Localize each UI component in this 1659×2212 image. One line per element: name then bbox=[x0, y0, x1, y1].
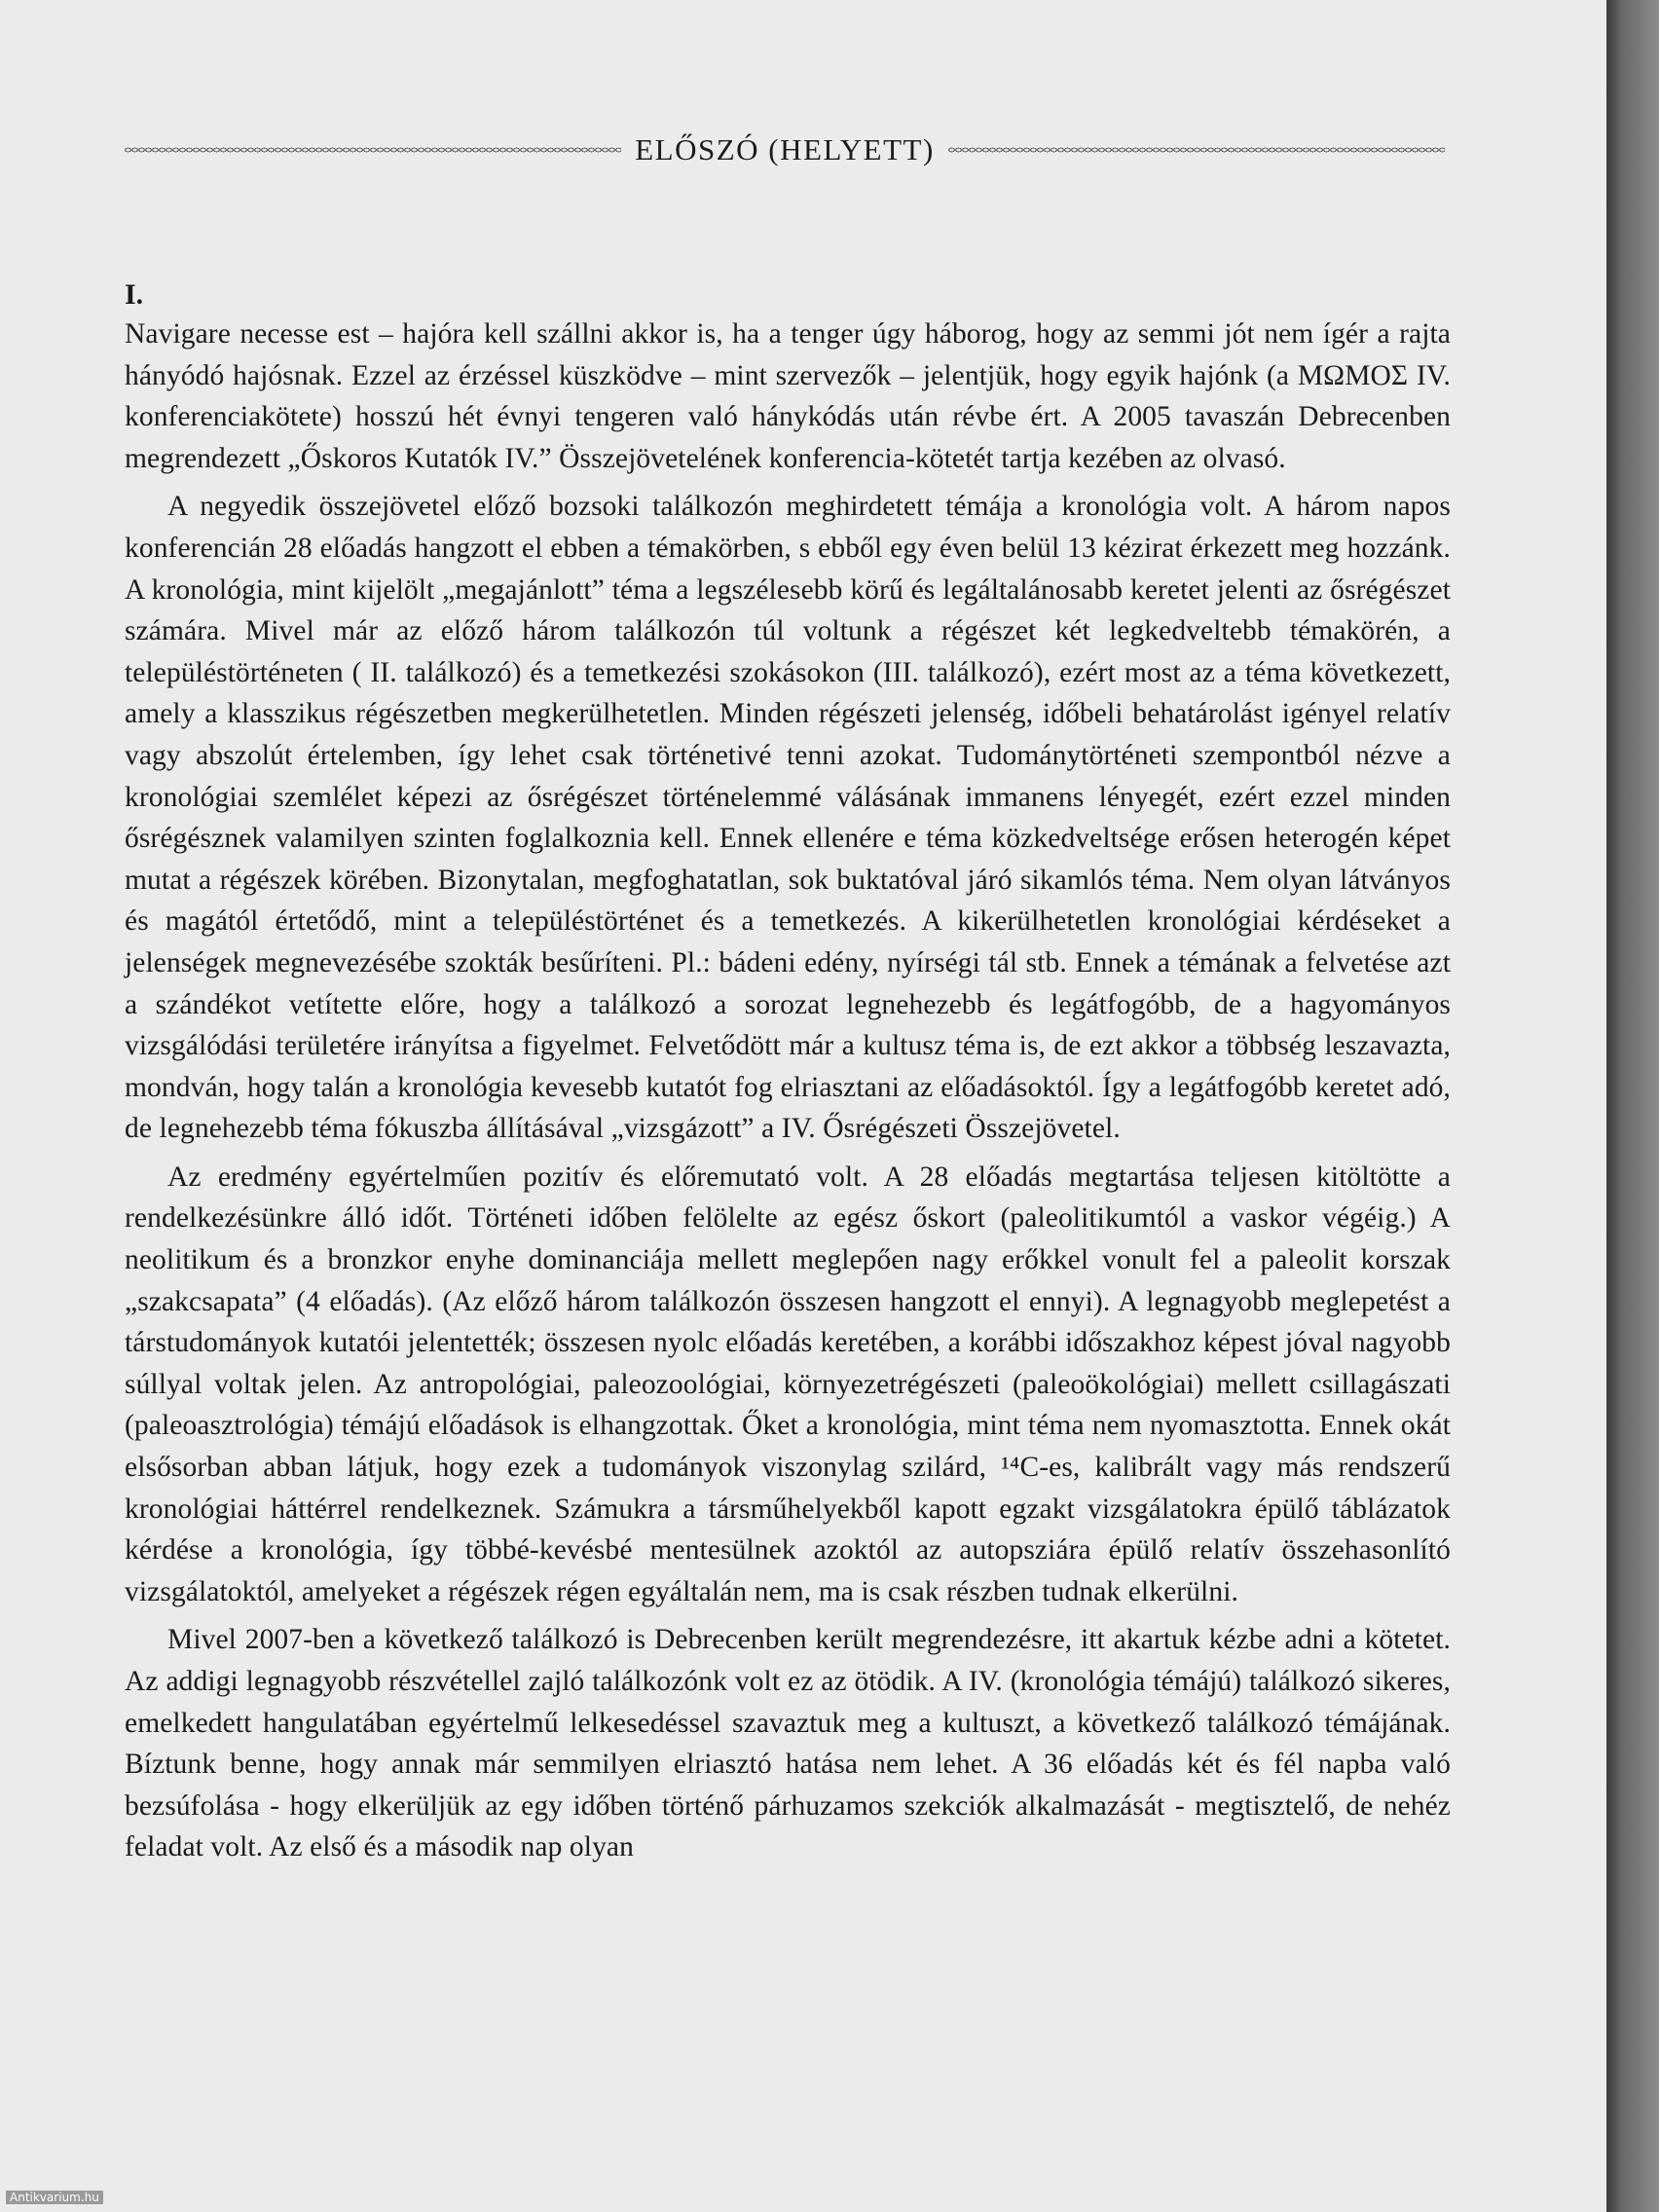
ornament-right bbox=[948, 144, 1445, 156]
ornament-left bbox=[125, 144, 621, 156]
paragraph-1: Navigare necesse est – hajóra kell szállni akkor is, ha a tenger úgy háborog, hogy az semmi jót nem ígér a rajta hányódó hajósnak. Ezzel az érzéssel küszködve – mint szervezők – jelentjük, hogy egyik hajónk (a ΜΩΜΟΣ IV. konferenciakötete) hosszú hét évnyi tengeren való hánykódás után révbe ért. A 2005 tavaszán Debrecenben megrendezett „Őskoros Kutatók IV.” Összejövetelének konferencia-kötetét tartja kezében az olvasó. bbox=[125, 318, 1451, 474]
watermark: Antikvarium.hu bbox=[6, 2191, 103, 2204]
page-edge-shadow bbox=[1606, 0, 1659, 2212]
paragraph-4: Mivel 2007-ben a következő találkozó is Debrecenben került megrendezésre, itt akartuk kézbe adni a kötetet. Az addigi legnagyobb részvétellel zajló találkozónk volt ez az ötödik. A IV. (kronológia témájú) találkozó sikeres, emelkedett hangulatában egyértelmű lelkesedéssel szavaztuk meg a kultuszt, a következő találkozó témájának. Bíztunk benne, hogy annak már semmilyen elriasztó hatása nem lehet. A 36 előadás két és fél napba való bezsúfolása - hogy elkerüljük az egy időben történő párhuzamos szekciók alkalmazását - megtisztelő, de nehéz feladat volt. Az első és a második nap olyan bbox=[125, 1624, 1451, 1863]
body-text bbox=[125, 276, 1451, 1875]
paragraph-2: A negyedik összejövetel előző bozsoki találkozón meghirdetett témája a kronológia volt. A három napos konferencián 28 előadás hangzott el ebben a témakörben, s ebből egy éven belül 13 kézirat érkezett meg hozzánk. A kronológia, mint kijelölt „megajánlott” téma a legszélesebb körű és legáltalánosabb keretet jelenti az ősrégészet számára. Mivel már az előző három találkozón túl voltunk a régészet két legkedveltebb témakörén, a településtörténeten ( II. találkozó) és a temetkezési szokásokon (III. találkozó), ezért most az a téma következett, amely a klasszikus régészetben megkerülhetetlen. Minden régészeti jelenség, időbeli behatárolást igényel relatív vagy abszolút értelemben, így lehet csak történetivé tenni azokat. Tudománytörténeti szempontból nézve a kronológiai szemlélet képezi az ősrégészet történelemmé válásának immanens lényegét, ezért ezzel minden ősrégésznek valamilyen szinten foglalkoznia kell. Ennek ellenére e téma közkedveltsége erősen heterogén képet mutat a régészek körében. Bizonytalan, megfoghatatlan, sok buktatóval járó sikamlós téma. Nem olyan látványos és magától értetődő, mint a településtörténet és a temetkezés. A kikerülhetetlen kronológiai kérdéseket a jelenségek megnevezésébe szokták besűríteni. Pl.: bádeni edény, nyírségi tál stb. Ennek a témának a felvetése azt a szándékot vetítette előre, hogy a találkozó a sorozat legnehezebb és legátfogóbb, de a hagyományos vizsgálódási területére irányítsa a figyelmet. Felvetődött már a kultusz téma is, de ezt akkor a többség leszavazta, mondván, hogy talán a kronológia kevesebb kutatót fog elriasztani az előadásoktól. Így a legátfogóbb keretet adó, de legnehezebb téma fókuszba állításával „vizsgázott” a IV. Ősrégészeti Összejövetel. bbox=[125, 491, 1451, 1145]
chapter-header bbox=[125, 129, 1445, 171]
paragraph-3: Az eredmény egyértelműen pozitív és előremutató volt. A 28 előadás megtartása teljesen kitöltötte a rendelkezésünkre álló időt. Történeti időben felölelte az egész őskort (paleolitikumtól a vaskor végéig.) A neolitikum és a bronzkor enyhe dominanciája mellett meglepően nagy erőkkel vonult fel a paleolit korszak „szakcsapata” (4 előadás). (Az előző három találkozón összesen hangzott el ennyi). A legnagyobb meglepetést a társtudományok kutatói jelentették; összesen nyolc előadás keretében, a korábbi időszakhoz képest jóval nagyobb súllyal voltak jelen. Az antropológiai, paleozoológiai, környezetrégészeti (paleoökológiai) mellett csillagászati (paleoasztrológia) témájú előadások is elhangzottak. Őket a kronológia, mint téma nem nyomasztotta. Ennek okát elsősorban abban látjuk, hogy ezek a tudományok viszonylag szilárd, ¹⁴C-es, kalibrált vagy más rendszerű kronológiai háttérrel rendelkeznek. Számukra a társműhelyekből kapott egzakt vizsgálatokra épülő táblázatok kérdése a kronológia, így többé-kevésbé mentesülnek azoktól az autopsziára épülő relatív összehasonlító vizsgálatoktól, amelyeket a régészek régen egyáltalán nem, ma is csak részben tudnak elkerülni. bbox=[125, 1161, 1451, 1607]
chapter-title: ELŐSZÓ (HELYETT) bbox=[635, 132, 935, 166]
section-number: I. bbox=[125, 278, 144, 311]
